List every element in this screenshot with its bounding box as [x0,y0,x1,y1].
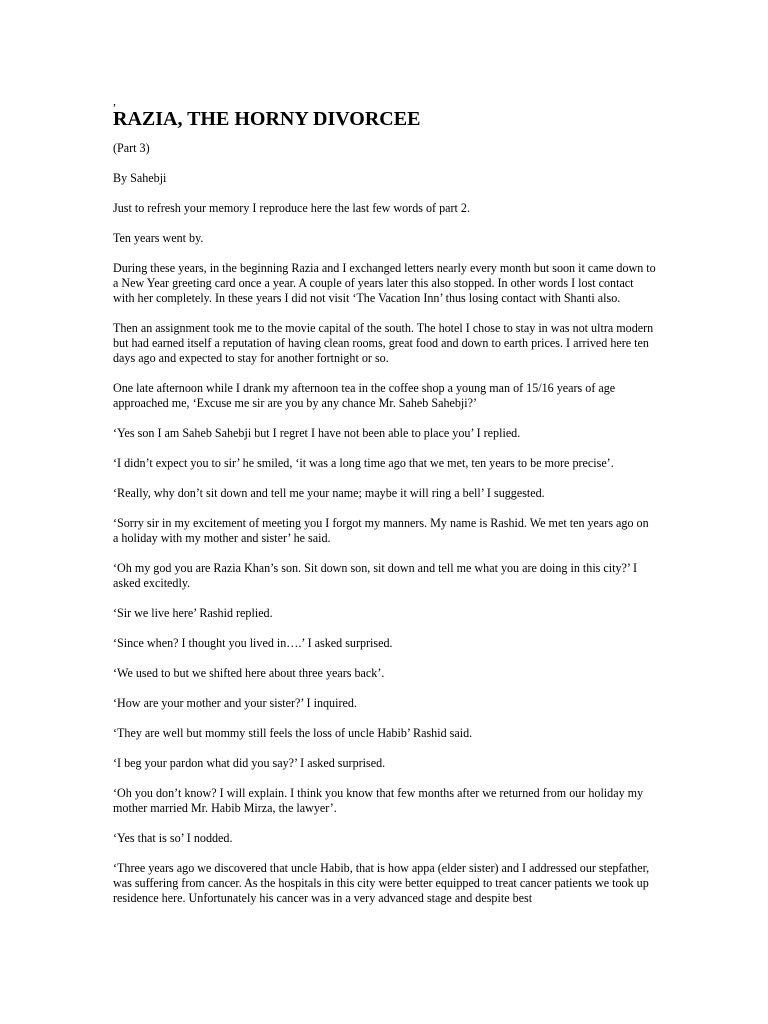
document-title: RAZIA, THE HORNY DIVORCEE [113,108,421,130]
paragraph: ‘Yes that is so’ I nodded. [113,831,233,845]
paragraph: One late afternoon while I drank my afternoon tea in the coffee shop a young man of 15/16 years of age approached me, ‘Excuse me sir are you by any chance Mr. Saheb Sahebji?’ [113,381,616,410]
paragraph: ‘Since when? I thought you lived in….’ I asked surprised. [113,636,393,650]
paragraph: During these years, in the beginning Razia and I exchanged letters nearly every month but soon it came down to a New Year greeting card once a year. A couple of years later this also stopped. In other words I lost contact with her completely. In these years I did not visit ‘The Vacation Inn’ thus losing contact with Shanti also. [113,261,656,305]
paragraph: ‘Really, why don’t sit down and tell me your name; maybe it will ring a bell’ I suggested. [113,486,545,500]
paragraph: ‘Yes son I am Saheb Sahebji but I regret I have not been able to place you’ I replied. [113,426,521,440]
paragraph: ‘How are your mother and your sister?’ I inquired. [113,696,357,710]
paragraph: ‘Sorry sir in my excitement of meeting you I forgot my manners. My name is Rashid. We met ten years ago on a holiday with my mother and sister’ he said. [113,516,649,545]
paragraph: ‘Three years ago we discovered that uncle Habib, that is how appa (elder sister) and I addressed our stepfather, was suffering from cancer. As the hospitals in this city were better equipped to treat cancer patients we took up residence here. Unfortunately his cancer was in a very advanced stage and despite best [113,861,650,905]
paragraph: ‘I beg your pardon what did you say?’ I asked surprised. [113,756,386,770]
paragraph: Ten years went by. [113,231,204,245]
paragraph: ‘Oh my god you are Razia Khan’s son. Sit down son, sit down and tell me what you are doing in this city?’ I asked excitedly. [113,561,638,590]
document-page [113,96,657,921]
paragraph: ‘We used to but we shifted here about three years back’. [113,666,385,680]
part-label: (Part 3) [113,141,150,155]
paragraph: ‘Sir we live here’ Rashid replied. [113,606,273,620]
paragraph: ‘They are well but mommy still feels the loss of uncle Habib’ Rashid said. [113,726,473,740]
stray-mark: , [113,94,116,108]
paragraph: Then an assignment took me to the movie capital of the south. The hotel I chose to stay in was not ultra modern but had earned itself a reputation of having clean rooms, great food and down to earth prices. I arrived here ten days ago and expected to stay for another fortnight or so. [113,321,654,365]
byline: By Sahebji [113,171,167,185]
paragraph: ‘Oh you don’t know? I will explain. I think you know that few months after we returned from our holiday my mother married Mr. Habib Mirza, the lawyer’. [113,786,644,815]
paragraph: Just to refresh your memory I reproduce here the last few words of part 2. [113,201,470,215]
body-text [113,201,657,906]
paragraph: ‘I didn’t expect you to sir’ he smiled, ‘it was a long time ago that we met, ten years to be more precise’. [113,456,614,470]
